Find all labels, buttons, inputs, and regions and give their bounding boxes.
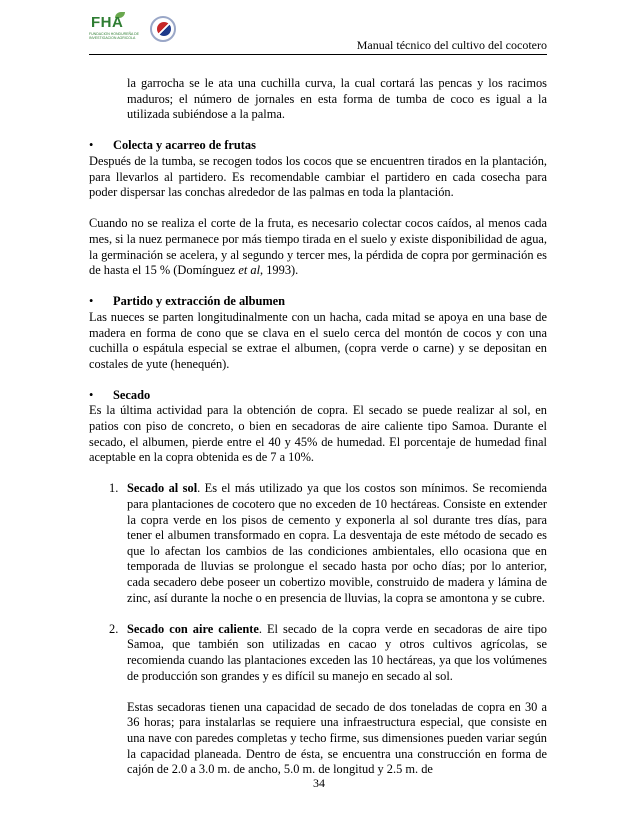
- paragraph: Es la última actividad para la obtención de copra. El secado se puede realizar al sol, en patios con piso de concreto, o bien en secadoras de aire caliente tipo Samoa. Durante el secado, el albumen, pierde entre el 40 y 45% de humedad. El porcentaje de humedad final aceptable en la copra obtenida es de 7 a 10%.: [89, 403, 547, 465]
- section-heading-text: Colecta y acarreo de frutas: [113, 138, 256, 153]
- section-heading-text: Partido y extracción de albumen: [113, 294, 286, 309]
- fha-logo-subtext: FUNDACION HONDUREÑA DE INVESTIGACION AGRICOLA: [89, 32, 139, 40]
- section-heading-secado: [89, 388, 547, 404]
- item-text: . Es el más utilizado ya que los costos son mínimos. Se recomienda para plantaciones de cocotero que no exceden de 10 hectáreas. Consiste en extender la copra verde en los pisos de cemento y exponerla al sol durante tres días, para tener el albumen transformado en copra. La desventaja de este método de secado es que lo afectan los cambios de las condiciones ambientales, ello ocasiona que en temporada de lluvias se prolongue el secado hasta por ocho días; por lo anterior, cada secadero debe poseer un cobertizo movible, construido de madera y lámina de zinc, así durante la noche o en presencia de lluvias, la copra se amontona y se cubre.: [127, 481, 547, 605]
- item-number: 2.: [109, 621, 119, 636]
- paragraph: [89, 216, 547, 278]
- paragraph: Después de la tumba, se recogen todos los cocos que se encuentren tirados en la plantación, para llevarlos al partidero. Es recomendable cambiar el partidero en cada cosecha para poder dispersar las conchas alrededor de las palmas en toda la plantación.: [89, 153, 547, 200]
- fha-logo-text: FHA: [91, 14, 124, 31]
- header-divider: [89, 54, 547, 55]
- seal-logo-icon: [150, 16, 176, 42]
- intro-paragraph: la garrocha se le ata una cuchilla curva, la cual cortará las pencas y los racimos maduros; el número de jornales en esta forma de tumba de coco es igual a la utilizada subiéndose a la palma.: [127, 76, 547, 122]
- item-number: 1.: [109, 481, 119, 496]
- page-header: [89, 10, 547, 50]
- item-title: Secado al sol: [127, 481, 198, 496]
- item-title: Secado con aire caliente: [127, 621, 259, 636]
- section-heading-partido: [89, 294, 547, 310]
- bullet-icon: •: [89, 138, 94, 153]
- document-body: [89, 76, 547, 778]
- page-number: 34: [313, 776, 325, 790]
- section-heading-text: Secado: [113, 387, 151, 402]
- fha-logo: [89, 14, 145, 44]
- bullet-icon: •: [89, 387, 94, 402]
- running-title: Manual técnico del cultivo del cocotero: [356, 38, 547, 52]
- seal-emblem: [157, 22, 171, 36]
- paragraph-text: Cuando no se realiza el corte de la fruta, es necesario colectar cocos caídos, al menos cada mes, si la nuez permanece por más tiempo tirada en el suelo y existe disponibilidad de agua, la germinación se acelera, y al segundo y tercer mes, la pérdida de copra por germinación es de hasta el 15 % (Domínguez: [89, 216, 547, 278]
- bullet-icon: •: [89, 294, 94, 309]
- section-heading-colecta: [89, 138, 547, 154]
- paragraph: Las nueces se parten longitudinalmente con un hacha, cada mitad se apoya en una base de madera en forma de cono que se clava en el suelo cerca del montón de cocos y con una cuchilla o espátula especial se extrae el albumen, (copra verde o carne) y se depositan en costales de yute (henequén).: [89, 309, 547, 371]
- numbered-item-secado-sol: [89, 481, 547, 606]
- paragraph: Estas secadoras tienen una capacidad de secado de dos toneladas de copra en 30 a 36 horas; para instalarlas se requiere una infraestructura especial, que consiste en una nave con paredes completas y techo firme, sus dimensiones pueden variar según la capacidad planeada. Dentro de ésta, se encuentra una construcción en forma de cajón de 2.0 a 3.0 m. de ancho, 5.0 m. de longitud y 2.5 m. de: [127, 699, 547, 777]
- paragraph-text: , 1993).: [260, 263, 299, 278]
- item-text: . El secado de la copra verde en secadoras de aire tipo Samoa, que también son utilizadas en cacao y otros cultivos agrícolas, se recomienda cuando las plantaciones exceden las 10 hectáreas, ya que los volúmenes de producción son grandes y es difícil su manejo en secado al sol.: [127, 621, 547, 683]
- numbered-item-secado-aire: [89, 622, 547, 684]
- citation-italic: et al: [238, 263, 261, 278]
